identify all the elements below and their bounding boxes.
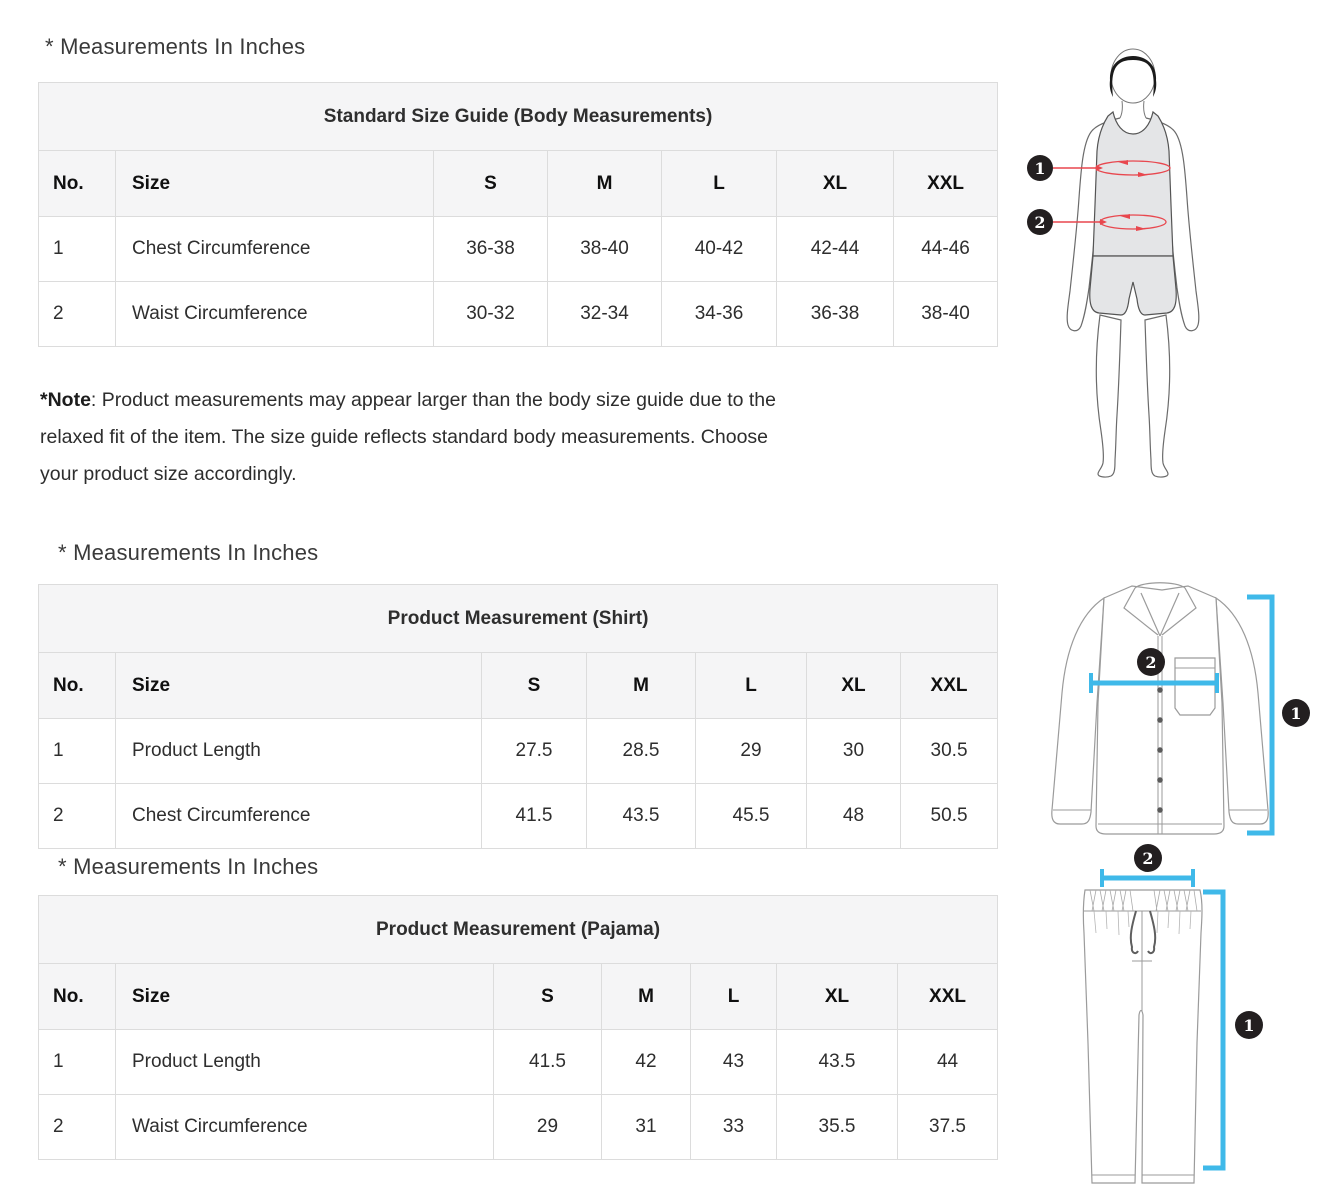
header-cell: No.: [39, 653, 116, 719]
value-cell: 37.5: [898, 1095, 998, 1160]
pajama-pants-body: [1083, 890, 1202, 1183]
shirt-button: [1157, 807, 1163, 813]
header-cell: XXL: [894, 151, 998, 217]
table-header-row: [39, 964, 998, 1030]
measure-name-cell: Chest Circumference: [116, 784, 482, 849]
header-cell: Size: [116, 653, 482, 719]
value-cell: 43.5: [777, 1030, 898, 1095]
measurements-in-inches-label: * Measurements In Inches: [58, 854, 319, 879]
table-row: [39, 784, 998, 849]
figure-tank-top: [1093, 112, 1173, 256]
value-cell: 43: [691, 1030, 777, 1095]
header-cell: S: [494, 964, 602, 1030]
shirt-illustration: [1040, 578, 1338, 868]
table-title-row: [39, 896, 998, 964]
value-cell: 29: [494, 1095, 602, 1160]
figure-shorts: [1090, 256, 1176, 315]
value-cell: 45.5: [696, 784, 807, 849]
header-cell: S: [434, 151, 548, 217]
header-cell: L: [662, 151, 777, 217]
measure-name-cell: Chest Circumference: [116, 217, 434, 282]
value-cell: 50.5: [901, 784, 998, 849]
body-figure-illustration: [1010, 35, 1260, 480]
table-title: Product Measurement (Pajama): [39, 896, 998, 964]
body-measurements-table: [38, 82, 998, 347]
row-number-cell: 1: [39, 217, 116, 282]
value-cell: 36-38: [777, 282, 894, 347]
value-cell: 44: [898, 1030, 998, 1095]
note-line: your product size accordingly.: [40, 463, 297, 485]
value-cell: 27.5: [482, 719, 587, 784]
table-row: [39, 282, 998, 347]
header-cell: XL: [777, 964, 898, 1030]
shirt-button: [1157, 747, 1163, 753]
header-cell: Size: [116, 151, 434, 217]
figure-left-leg: [1096, 315, 1121, 477]
marker-2-number: 2: [1034, 213, 1046, 232]
value-cell: 29: [696, 719, 807, 784]
table-header-row: [39, 151, 998, 217]
value-cell: 28.5: [587, 719, 696, 784]
row-number-cell: 1: [39, 719, 116, 784]
marker-1-number: 1: [1243, 1016, 1255, 1035]
measurements-in-inches-label: * Measurements In Inches: [58, 540, 319, 565]
row-number-cell: 2: [39, 784, 116, 849]
header-cell: XXL: [901, 653, 998, 719]
marker-2-number: 2: [1142, 849, 1154, 868]
table-row: [39, 217, 998, 282]
value-cell: 30.5: [901, 719, 998, 784]
marker-1-number: 1: [1034, 159, 1046, 178]
value-cell: 31: [602, 1095, 691, 1160]
value-cell: 43.5: [587, 784, 696, 849]
shirt-button: [1157, 717, 1163, 723]
measure-name-cell: Waist Circumference: [116, 1095, 494, 1160]
measure-name-cell: Product Length: [116, 1030, 494, 1095]
header-cell: XL: [777, 151, 894, 217]
marker-1-number: 1: [1290, 704, 1302, 723]
value-cell: 40-42: [662, 217, 777, 282]
figure-neck: [1120, 101, 1146, 118]
value-cell: 30-32: [434, 282, 548, 347]
note-line: relaxed fit of the item. The size guide reflects standard body measurements. Choose: [40, 426, 769, 448]
value-cell: 48: [807, 784, 901, 849]
table-row: [39, 1030, 998, 1095]
value-cell: 35.5: [777, 1095, 898, 1160]
header-cell: L: [691, 964, 777, 1030]
header-cell: L: [696, 653, 807, 719]
header-cell: M: [548, 151, 662, 217]
note-line: *Note: Product measurements may appear larger than the body size guide due to the: [40, 389, 776, 411]
shirt-button: [1157, 777, 1163, 783]
figure-right-leg: [1145, 315, 1170, 477]
measurements-in-inches-label: * Measurements In Inches: [45, 34, 306, 59]
value-cell: 42-44: [777, 217, 894, 282]
value-cell: 33: [691, 1095, 777, 1160]
shirt-button: [1157, 687, 1163, 693]
value-cell: 44-46: [894, 217, 998, 282]
value-cell: 38-40: [548, 217, 662, 282]
header-cell: XXL: [898, 964, 998, 1030]
value-cell: 32-34: [548, 282, 662, 347]
table-row: [39, 719, 998, 784]
header-cell: No.: [39, 964, 116, 1030]
table-title-row: [39, 585, 998, 653]
row-number-cell: 1: [39, 1030, 116, 1095]
value-cell: 42: [602, 1030, 691, 1095]
value-cell: 34-36: [662, 282, 777, 347]
header-cell: M: [587, 653, 696, 719]
pajama-illustration: [1070, 843, 1280, 1202]
pajama-measurements-table: [38, 895, 998, 1160]
header-cell: XL: [807, 653, 901, 719]
table-header-row: [39, 653, 998, 719]
header-cell: M: [602, 964, 691, 1030]
measure-name-cell: Waist Circumference: [116, 282, 434, 347]
size-guide-note: [40, 382, 1000, 493]
value-cell: 36-38: [434, 217, 548, 282]
header-cell: Size: [116, 964, 494, 1030]
measure-name-cell: Product Length: [116, 719, 482, 784]
value-cell: 41.5: [494, 1030, 602, 1095]
marker-2-number: 2: [1145, 653, 1157, 672]
pajama-length-measure-line: [1203, 892, 1223, 1168]
header-cell: S: [482, 653, 587, 719]
note-bold-label: *Note: [40, 389, 91, 411]
value-cell: 30: [807, 719, 901, 784]
row-number-cell: 2: [39, 282, 116, 347]
value-cell: 41.5: [482, 784, 587, 849]
value-cell: 38-40: [894, 282, 998, 347]
table-row: [39, 1095, 998, 1160]
row-number-cell: 2: [39, 1095, 116, 1160]
shirt-pocket: [1175, 658, 1215, 715]
table-title: Standard Size Guide (Body Measurements): [39, 83, 998, 151]
header-cell: No.: [39, 151, 116, 217]
table-title: Product Measurement (Shirt): [39, 585, 998, 653]
table-title-row: [39, 83, 998, 151]
shirt-measurements-table: [38, 584, 998, 849]
